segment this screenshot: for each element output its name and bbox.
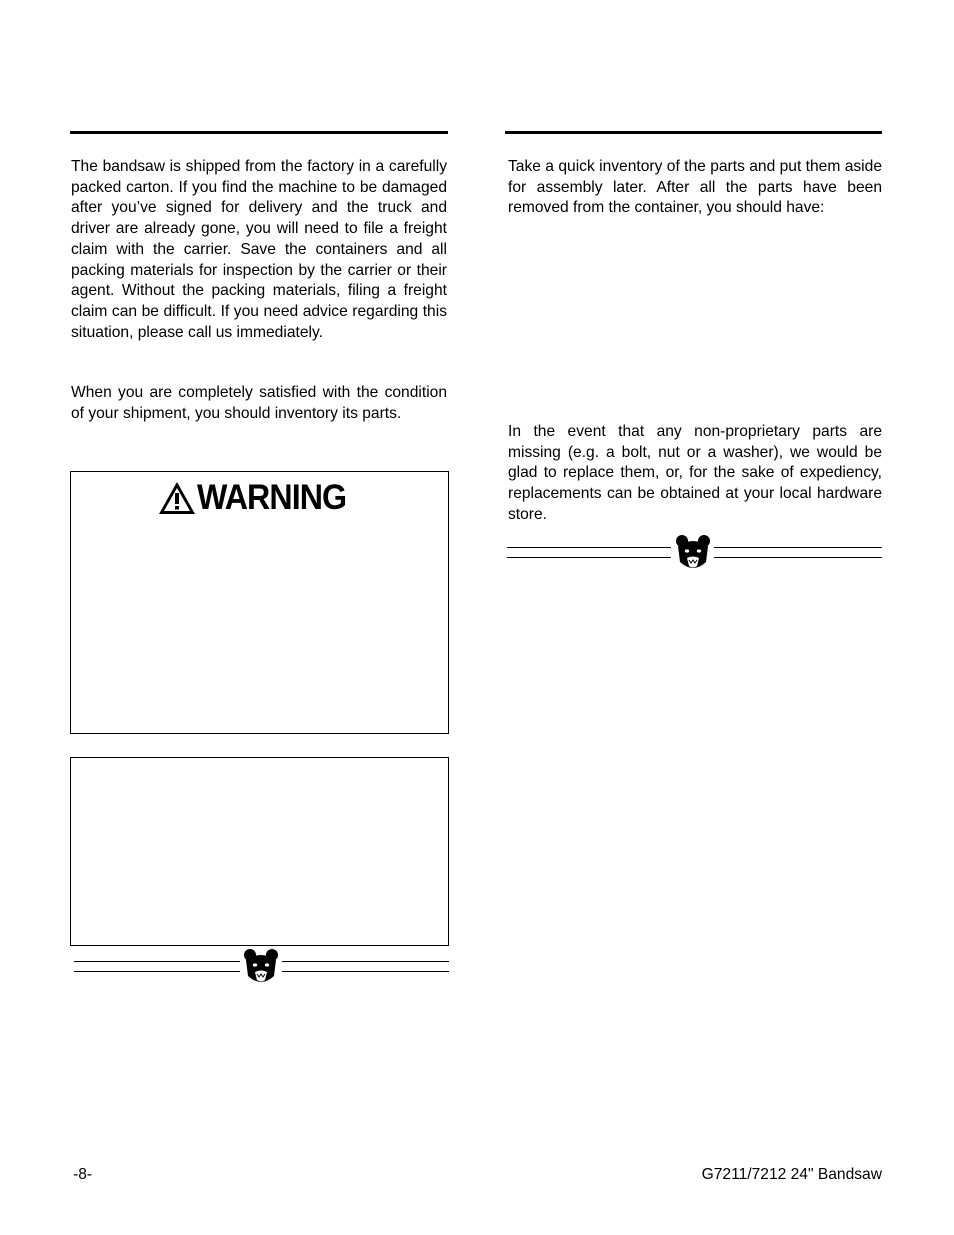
left-section-rule xyxy=(70,131,448,134)
take-inventory-paragraph: Take a quick inventory of the parts and put them aside for assembly later. After all the parts have been removed from the container, you should have: xyxy=(508,158,882,217)
warning-box xyxy=(70,471,449,734)
missing-parts-paragraph: In the event that any non-proprietary parts are missing (e.g. a bolt, nut or a washer), we would be glad to replace them, or, for the sake of expediency, replacements can be obtained at your local hardware store. xyxy=(508,423,882,523)
left-separator-line xyxy=(74,961,240,962)
left-separator-line xyxy=(74,971,240,972)
warning-header xyxy=(157,478,359,518)
right-separator-line xyxy=(714,557,882,558)
notice-box xyxy=(70,757,449,946)
warning-triangle-icon xyxy=(157,480,197,516)
shipping-damage-paragraph: The bandsaw is shipped from the factory in a carefully packed carton. If you find the machine to be damaged after you’ve signed for delivery and the truck and driver are already gone, you will need to file a freight claim with the carrier. Save the containers and all packing materials for inspection by the carrier or their agent. Without the packing materials, filing a freight claim can be difficult. If you need advice regarding this situation, please call us immediately. xyxy=(71,158,447,341)
right-separator-line xyxy=(714,547,882,548)
right-section-rule xyxy=(505,131,882,134)
right-separator-line xyxy=(507,557,671,558)
document-title: G7211/7212 24" Bandsaw xyxy=(701,1166,882,1183)
left-separator-line xyxy=(282,971,449,972)
right-separator-line xyxy=(507,547,671,548)
inventory-intro-paragraph: When you are completely satisfied with the condition of your shipment, you should inventory its parts. xyxy=(71,384,447,422)
left-separator-line xyxy=(282,961,449,962)
bear-head-logo-icon xyxy=(242,948,280,988)
warning-label: WARNING xyxy=(197,478,347,517)
page-number: -8- xyxy=(73,1166,93,1183)
bear-head-logo-icon xyxy=(674,534,712,574)
